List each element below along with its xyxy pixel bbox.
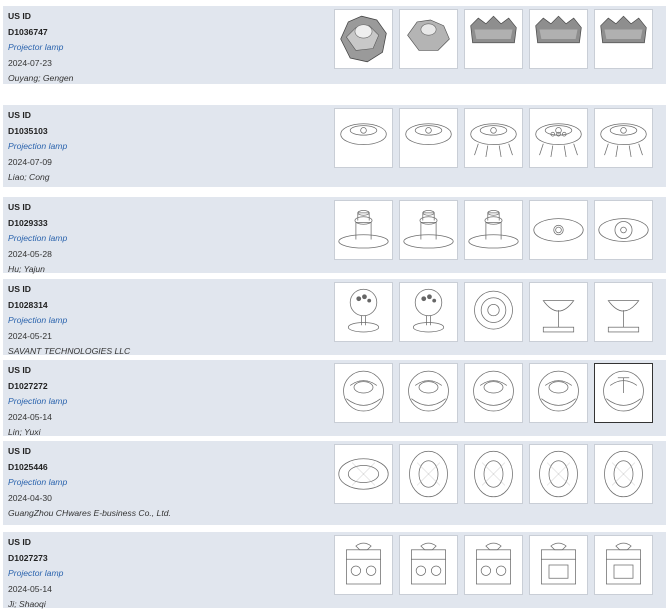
result-meta — [8, 363, 67, 441]
patent-figure-drawing — [530, 536, 587, 594]
id-label: US ID — [8, 446, 31, 456]
patent-figure-drawing — [595, 445, 652, 503]
patent-figure-drawing — [530, 109, 587, 167]
figure-thumbnail[interactable] — [334, 282, 393, 342]
figure-thumbnail[interactable] — [399, 108, 458, 168]
figure-thumbnail[interactable] — [529, 200, 588, 260]
patent-figure-drawing — [465, 10, 522, 68]
figure-thumbnails — [334, 108, 653, 168]
patent-figure-drawing — [465, 536, 522, 594]
patent-title-link[interactable]: Projection lamp — [8, 141, 68, 152]
patent-figure-drawing — [595, 201, 652, 259]
patent-owner: Ouyang; Gengen — [8, 73, 74, 84]
patent-figure-drawing — [530, 10, 587, 68]
patent-date: 2024-07-23 — [8, 57, 52, 68]
patent-figure-drawing — [465, 283, 522, 341]
figure-thumbnail[interactable] — [529, 282, 588, 342]
figure-thumbnails — [334, 535, 653, 595]
figure-thumbnail[interactable] — [464, 282, 523, 342]
figure-thumbnail[interactable] — [399, 200, 458, 260]
patent-id: D1028314 — [8, 299, 48, 310]
patent-date: 2024-07-09 — [8, 156, 52, 167]
figure-thumbnails — [334, 363, 653, 423]
patent-figure-drawing — [530, 283, 587, 341]
result-meta — [8, 282, 130, 360]
id-label: US ID — [8, 11, 31, 21]
patent-figure-drawing — [530, 201, 587, 259]
patent-owner: Hu; Yajun — [8, 264, 45, 275]
patent-owner: SAVANT TECHNOLOGIES LLC — [8, 346, 131, 357]
figure-thumbnail[interactable] — [334, 200, 393, 260]
figure-thumbnails — [334, 200, 653, 260]
patent-figure-drawing — [335, 364, 392, 422]
patent-owner: Ji; Shaoqi — [8, 599, 46, 610]
patent-date: 2024-05-28 — [8, 248, 52, 259]
figure-thumbnail[interactable] — [464, 363, 523, 423]
patent-id: D1027273 — [8, 552, 48, 563]
figure-thumbnails — [334, 9, 653, 69]
figure-thumbnails — [334, 444, 653, 504]
patent-figure-drawing — [530, 364, 587, 422]
patent-figure-drawing — [400, 445, 457, 503]
patent-figure-drawing — [335, 10, 392, 68]
figure-thumbnail[interactable] — [529, 108, 588, 168]
patent-figure-drawing — [465, 109, 522, 167]
id-label: US ID — [8, 110, 31, 120]
patent-title-link[interactable]: Projection lamp — [8, 315, 68, 326]
patent-figure-drawing — [595, 283, 652, 341]
patent-owner: Lin; Yuxi — [8, 427, 41, 438]
figure-thumbnail[interactable] — [399, 282, 458, 342]
figure-thumbnail[interactable] — [594, 200, 653, 260]
figure-thumbnail[interactable] — [464, 108, 523, 168]
result-row — [3, 279, 666, 355]
figure-thumbnail[interactable] — [594, 9, 653, 69]
figure-thumbnail[interactable] — [594, 363, 653, 423]
patent-figure-drawing — [335, 283, 392, 341]
figure-thumbnail[interactable] — [464, 200, 523, 260]
id-label: US ID — [8, 284, 31, 294]
patent-figure-drawing — [335, 109, 392, 167]
patent-figure-drawing — [595, 536, 652, 594]
id-label: US ID — [8, 202, 31, 212]
figure-thumbnail[interactable] — [334, 444, 393, 504]
patent-figure-drawing — [400, 364, 457, 422]
patent-id: D1029333 — [8, 217, 48, 228]
patent-figure-drawing — [595, 10, 652, 68]
patent-figure-drawing — [400, 536, 457, 594]
patent-figure-drawing — [530, 445, 587, 503]
result-row — [3, 532, 666, 608]
result-meta — [8, 108, 67, 186]
figure-thumbnail[interactable] — [334, 535, 393, 595]
patent-figure-drawing — [465, 364, 522, 422]
id-label: US ID — [8, 537, 31, 547]
patent-title-link[interactable]: Projector lamp — [8, 42, 64, 53]
patent-id: D1035103 — [8, 125, 48, 136]
patent-figure-drawing — [335, 201, 392, 259]
patent-title-link[interactable]: Projection lamp — [8, 396, 68, 407]
patent-figure-drawing — [335, 445, 392, 503]
figure-thumbnail[interactable] — [529, 535, 588, 595]
id-label: US ID — [8, 365, 31, 375]
patent-date: 2024-05-21 — [8, 330, 52, 341]
result-meta — [8, 9, 73, 87]
figure-thumbnail[interactable] — [399, 9, 458, 69]
result-meta — [8, 200, 67, 278]
patent-date: 2024-05-14 — [8, 411, 52, 422]
figure-thumbnail[interactable] — [529, 9, 588, 69]
figure-thumbnail[interactable] — [594, 282, 653, 342]
patent-title-link[interactable]: Projector lamp — [8, 568, 64, 579]
result-row — [3, 360, 666, 436]
patent-figure-drawing — [400, 201, 457, 259]
result-meta — [8, 535, 63, 613]
result-row — [3, 105, 666, 187]
patent-title-link[interactable]: Projection lamp — [8, 477, 68, 488]
figure-thumbnail[interactable] — [334, 9, 393, 69]
figure-thumbnail[interactable] — [464, 444, 523, 504]
patent-figure-drawing — [465, 201, 522, 259]
patent-date: 2024-05-14 — [8, 583, 52, 594]
patent-id: D1025446 — [8, 461, 48, 472]
result-meta — [8, 444, 171, 522]
patent-owner: Liao; Cong — [8, 172, 50, 183]
figure-thumbnail[interactable] — [334, 108, 393, 168]
patent-figure-drawing — [595, 364, 652, 422]
result-row — [3, 197, 666, 273]
patent-figure-drawing — [400, 10, 457, 68]
patent-figure-drawing — [335, 536, 392, 594]
patent-id: D1027272 — [8, 380, 48, 391]
figure-thumbnail[interactable] — [399, 535, 458, 595]
patent-figure-drawing — [400, 109, 457, 167]
patent-date: 2024-04-30 — [8, 492, 52, 503]
figure-thumbnail[interactable] — [399, 444, 458, 504]
figure-thumbnail[interactable] — [334, 363, 393, 423]
figure-thumbnail[interactable] — [529, 363, 588, 423]
result-row — [3, 441, 666, 525]
figure-thumbnail[interactable] — [594, 444, 653, 504]
patent-title-link[interactable]: Projection lamp — [8, 233, 68, 244]
patent-owner: GuangZhou CHwares E-business Co., Ltd. — [8, 508, 171, 519]
figure-thumbnail[interactable] — [529, 444, 588, 504]
figure-thumbnail[interactable] — [594, 535, 653, 595]
figure-thumbnail[interactable] — [464, 9, 523, 69]
figure-thumbnail[interactable] — [464, 535, 523, 595]
figure-thumbnail[interactable] — [399, 363, 458, 423]
figure-thumbnails — [334, 282, 653, 342]
result-row — [3, 6, 666, 84]
figure-thumbnail[interactable] — [594, 108, 653, 168]
patent-figure-drawing — [465, 445, 522, 503]
patent-figure-drawing — [400, 283, 457, 341]
patent-figure-drawing — [595, 109, 652, 167]
patent-id: D1036747 — [8, 26, 48, 37]
